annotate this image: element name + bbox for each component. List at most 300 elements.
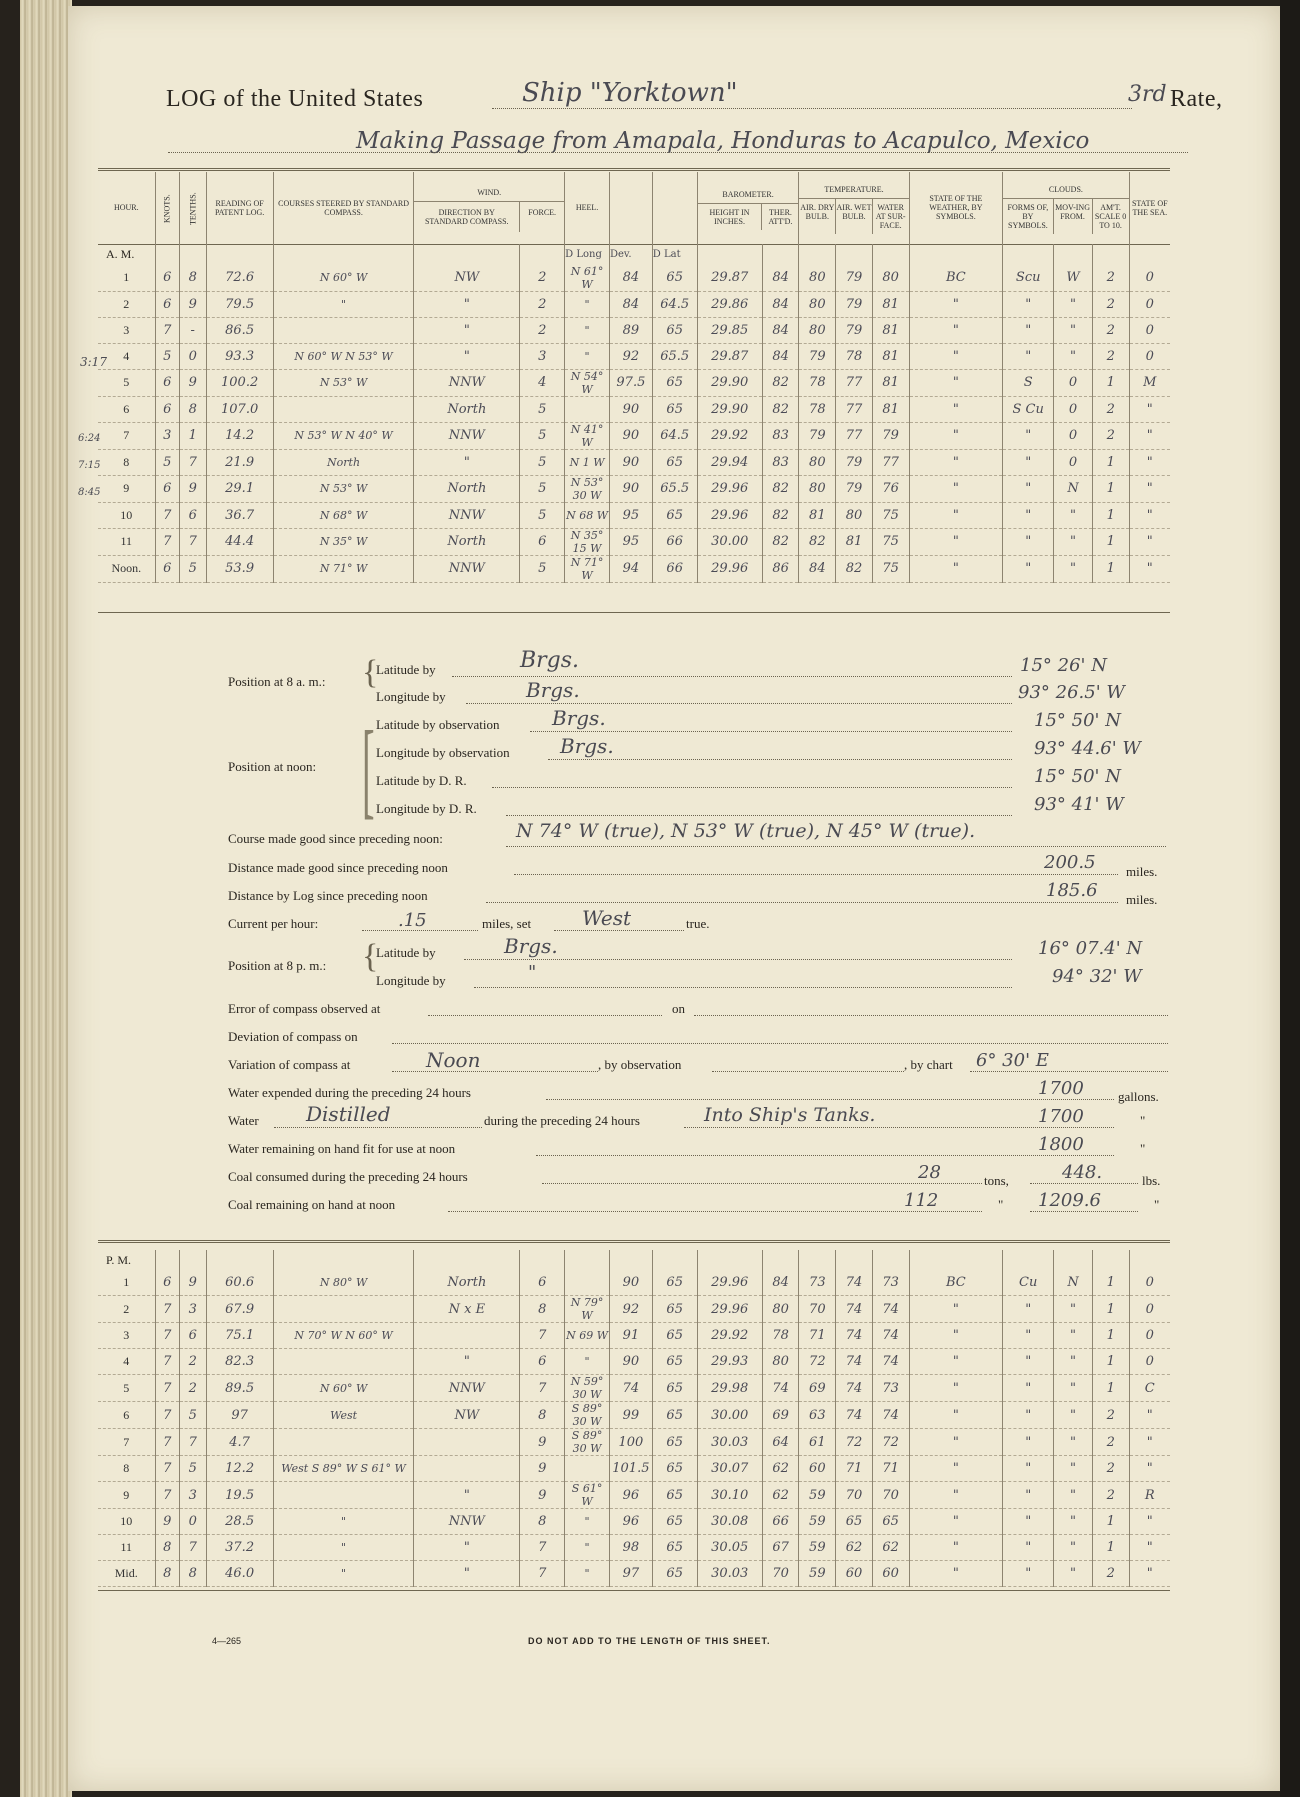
pm-cell-wet: 71 — [836, 1456, 873, 1482]
am-cell-bar: 29.92 — [697, 422, 762, 449]
pm-cell-kn: 8 — [155, 1561, 179, 1587]
hdr-weather: STATE OF THE WEATHER, BY SYMBOLS. — [909, 172, 1003, 244]
am-cell-kn: 6 — [155, 265, 179, 292]
am-cell-heel: N 41° W — [565, 422, 610, 449]
am-cell-amt: 1 — [1092, 449, 1129, 475]
water-distilled: 1700 — [1038, 1106, 1084, 1127]
am-cell-log: 36.7 — [206, 502, 273, 528]
am-cell-weather: " — [909, 475, 1003, 502]
pm-cell-wind: " — [414, 1349, 520, 1375]
dotted-line — [506, 846, 1166, 847]
pm-cell-amt: 2 — [1092, 1456, 1129, 1482]
am-cell-ther: 82 — [762, 528, 799, 555]
water-type: Distilled — [306, 1102, 391, 1126]
am-cell-kn: 5 — [155, 449, 179, 475]
pm-cell-wet: 74 — [836, 1296, 873, 1323]
am-cell-bar: 29.85 — [697, 317, 762, 343]
pm-cell-dry: 59 — [799, 1509, 836, 1535]
am-cell-moving: N — [1054, 475, 1093, 502]
am-cell-forms: " — [1003, 317, 1054, 343]
pm-cell-course — [273, 1429, 414, 1456]
water-remaining-label: Water remaining on hand fit for use at noon — [228, 1141, 456, 1156]
pm-cell-c9: 96 — [609, 1509, 652, 1535]
dist-good-label: Distance made good since preceding noon — [228, 860, 448, 875]
am-cell-dry: 78 — [799, 396, 836, 422]
pm-cell-heel: N 69 W — [565, 1323, 610, 1349]
by-observation-label: , by observation — [598, 1057, 682, 1072]
pm-cell-force: 9 — [520, 1456, 565, 1482]
am-cell-wet: 79 — [836, 475, 873, 502]
pm-cell-heel — [565, 1456, 610, 1482]
pm-cell-c10: 65 — [652, 1402, 697, 1429]
pm-cell-forms: " — [1003, 1349, 1054, 1375]
pm-cell-force: 8 — [520, 1296, 565, 1323]
am-cell-kn: 7 — [155, 502, 179, 528]
pm-cell-te: 2 — [180, 1349, 206, 1375]
pm-cell-sea: " — [1129, 1561, 1170, 1587]
am-cell-forms: " — [1003, 528, 1054, 555]
miles-set-label: miles, set — [482, 916, 532, 931]
am-cell-course: N 53° W N 40° W — [273, 422, 414, 449]
am-cell-te: 1 — [180, 422, 206, 449]
pm-cell-ther: 66 — [762, 1509, 799, 1535]
pm-cell-hour: 11 — [98, 1535, 155, 1561]
pm-cell-moving: " — [1054, 1349, 1093, 1375]
am-cell-kn: 3 — [155, 422, 179, 449]
pm-cell-heel: " — [565, 1535, 610, 1561]
pm-cell-te: 6 — [180, 1323, 206, 1349]
am-cell-moving: 0 — [1054, 449, 1093, 475]
pm-row — [98, 1323, 1170, 1349]
pm-cell-bar: 30.03 — [697, 1561, 762, 1587]
dotted-line — [452, 676, 1012, 677]
hdr-tenths: TENTHS. — [180, 172, 206, 244]
error-compass-label: Error of compass observed at — [228, 1001, 381, 1016]
am-cell-wet: 79 — [836, 317, 873, 343]
am-cell-force: 2 — [520, 317, 565, 343]
am-cell-dry: 80 — [799, 449, 836, 475]
am-cell-te: 5 — [180, 555, 206, 582]
dotted-line — [530, 731, 1012, 732]
am-cell-water: 81 — [872, 369, 909, 396]
pm-cell-amt: 1 — [1092, 1323, 1129, 1349]
am-note-3: D Lat — [652, 244, 697, 265]
water-label: Water — [228, 1113, 259, 1128]
pm-cell-ther: 64 — [762, 1429, 799, 1456]
pos-8am-lat-label: Latitude by — [376, 662, 436, 677]
pm-cell-c9: 98 — [609, 1535, 652, 1561]
am-cell-ther: 83 — [762, 449, 799, 475]
am-cell-dry: 79 — [799, 422, 836, 449]
log-title: LOG of the United States — [166, 86, 424, 112]
pm-cell-force: 9 — [520, 1482, 565, 1509]
pos-8am-lat: 15° 26' N — [1020, 655, 1107, 676]
am-cell-ther: 84 — [762, 291, 799, 317]
am-cell-kn: 6 — [155, 369, 179, 396]
am-row — [98, 291, 1170, 317]
passage-note: Making Passage from Amapala, Honduras to Acapulco, Mexico — [356, 128, 1090, 154]
noon-lon-dr-label: Longitude by D. R. — [376, 801, 477, 816]
pm-cell-hour: 9 — [98, 1482, 155, 1509]
pm-cell-course — [273, 1296, 414, 1323]
pm-cell-c10: 65 — [652, 1349, 697, 1375]
pm-cell-amt: 1 — [1092, 1535, 1129, 1561]
am-cell-kn: 5 — [155, 343, 179, 369]
am-row — [98, 396, 1170, 422]
am-cell-c9: 84 — [609, 265, 652, 292]
am-cell-force: 5 — [520, 422, 565, 449]
dotted-line — [466, 703, 1012, 704]
am-cell-bar: 29.86 — [697, 291, 762, 317]
pm-cell-kn: 8 — [155, 1535, 179, 1561]
pm-cell-kn: 7 — [155, 1323, 179, 1349]
am-cell-te: 8 — [180, 396, 206, 422]
am-cell-c9: 94 — [609, 555, 652, 582]
am-cell-water: 79 — [872, 422, 909, 449]
pm-cell-log: 82.3 — [206, 1349, 273, 1375]
pm-cell-hour: 8 — [98, 1456, 155, 1482]
pm-cell-c9: 92 — [609, 1296, 652, 1323]
pos-8am-lat-method: Brgs. — [520, 648, 580, 673]
am-cell-wet: 79 — [836, 449, 873, 475]
pm-cell-forms: " — [1003, 1375, 1054, 1402]
am-cell-hour: 6 — [98, 396, 155, 422]
am-cell-force: 5 — [520, 449, 565, 475]
pm-row — [98, 1535, 1170, 1561]
pm-cell-log: 75.1 — [206, 1323, 273, 1349]
pm-cell-course: West S 89° W S 61° W — [273, 1456, 414, 1482]
pm-cell-kn: 7 — [155, 1456, 179, 1482]
form-number: 4—265 — [212, 1636, 242, 1646]
dotted-line — [554, 930, 684, 931]
am-cell-c10: 66 — [652, 555, 697, 582]
am-cell-ther: 82 — [762, 396, 799, 422]
am-cell-wind: North — [414, 475, 520, 502]
pm-cell-moving: N — [1054, 1270, 1093, 1296]
pm-cell-wind: North — [414, 1270, 520, 1296]
ditto-mark: " — [1140, 1141, 1146, 1156]
am-cell-weather: " — [909, 555, 1003, 582]
am-row — [98, 265, 1170, 292]
dotted-line — [392, 1043, 1168, 1044]
am-cell-c9: 92 — [609, 343, 652, 369]
dotted-line — [684, 1127, 1114, 1128]
am-cell-force: 5 — [520, 475, 565, 502]
am-cell-bar: 30.00 — [697, 528, 762, 555]
pm-cell-sea: " — [1129, 1402, 1170, 1429]
noon-lon-obs-label: Longitude by observation — [376, 745, 510, 760]
am-cell-wind: NNW — [414, 555, 520, 582]
am-row — [98, 449, 1170, 475]
margin-time: 7:15 — [78, 460, 101, 471]
am-cell-wind: " — [414, 291, 520, 317]
pm-cell-c9: 97 — [609, 1561, 652, 1587]
coal-remaining-lbs: 1209.6 — [1038, 1190, 1101, 1211]
pm-cell-dry: 59 — [799, 1535, 836, 1561]
am-cell-heel: N 68 W — [565, 502, 610, 528]
pm-cell-wind: " — [414, 1561, 520, 1587]
pm-cell-amt: 2 — [1092, 1561, 1129, 1587]
pm-cell-te: 8 — [180, 1561, 206, 1587]
pm-cell-force: 7 — [520, 1535, 565, 1561]
am-cell-log: 93.3 — [206, 343, 273, 369]
am-cell-bar: 29.87 — [697, 343, 762, 369]
pm-cell-water: 72 — [872, 1429, 909, 1456]
pm-cell-hour: 6 — [98, 1402, 155, 1429]
margin-time: 8:45 — [78, 487, 101, 498]
lbs-label: lbs. — [1142, 1173, 1161, 1188]
am-cell-wet: 78 — [836, 343, 873, 369]
pm-cell-te: 7 — [180, 1535, 206, 1561]
pm-cell-ther: 62 — [762, 1482, 799, 1509]
am-cell-moving: 0 — [1054, 369, 1093, 396]
pm-cell-log: 89.5 — [206, 1375, 273, 1402]
pm-cell-kn: 6 — [155, 1270, 179, 1296]
dotted-line — [506, 815, 1012, 816]
noon-lat-dr-label: Latitude by D. R. — [376, 773, 467, 788]
hdr-courses: COURSES STEERED BY STANDARD COMPASS. — [273, 172, 414, 244]
pm-cell-log: 60.6 — [206, 1270, 273, 1296]
pm-cell-force: 7 — [520, 1561, 565, 1587]
pm-cell-c9: 99 — [609, 1402, 652, 1429]
pm-cell-sea: " — [1129, 1456, 1170, 1482]
dotted-line — [970, 1071, 1168, 1072]
pm-cell-ther: 74 — [762, 1375, 799, 1402]
book-page-edges — [20, 0, 72, 1797]
am-row — [98, 317, 1170, 343]
pm-cell-c9: 91 — [609, 1323, 652, 1349]
pm-cell-wind: " — [414, 1535, 520, 1561]
dotted-line — [274, 1127, 482, 1128]
pm-cell-hour: 10 — [98, 1509, 155, 1535]
pm-cell-c10: 65 — [652, 1509, 697, 1535]
pm-cell-hour: 4 — [98, 1349, 155, 1375]
am-cell-forms: " — [1003, 422, 1054, 449]
am-cell-sea: M — [1129, 369, 1170, 396]
am-cell-course — [273, 396, 414, 422]
am-cell-moving: 0 — [1054, 396, 1093, 422]
am-cell-ther: 83 — [762, 422, 799, 449]
pm-cell-water: 74 — [872, 1323, 909, 1349]
am-cell-log: 53.9 — [206, 555, 273, 582]
am-cell-weather: " — [909, 317, 1003, 343]
pm-cell-wet: 74 — [836, 1349, 873, 1375]
am-cell-te: 9 — [180, 475, 206, 502]
am-cell-sea: " — [1129, 396, 1170, 422]
am-cell-wet: 80 — [836, 502, 873, 528]
am-cell-weather: " — [909, 449, 1003, 475]
pm-cell-kn: 9 — [155, 1509, 179, 1535]
pm-cell-sea: 0 — [1129, 1296, 1170, 1323]
pm-cell-weather: " — [909, 1349, 1003, 1375]
pm-cell-kn: 7 — [155, 1482, 179, 1509]
am-cell-c10: 65 — [652, 369, 697, 396]
am-cell-amt: 1 — [1092, 369, 1129, 396]
pm-cell-heel — [565, 1270, 610, 1296]
am-cell-ther: 82 — [762, 369, 799, 396]
pm-cell-c10: 65 — [652, 1482, 697, 1509]
pm-cell-c9: 90 — [609, 1270, 652, 1296]
pos-8am-lon-label: Longitude by — [376, 689, 446, 704]
am-cell-course: N 60° W — [273, 265, 414, 292]
am-cell-c9: 90 — [609, 422, 652, 449]
pm-cell-bar: 30.03 — [697, 1429, 762, 1456]
pm-cell-dry: 60 — [799, 1456, 836, 1482]
pm-section-row — [98, 1250, 1170, 1270]
am-cell-moving: " — [1054, 343, 1093, 369]
water-expended-label: Water expended during the preceding 24 hours — [228, 1085, 471, 1100]
am-cell-wet: 77 — [836, 422, 873, 449]
am-cell-sea: " — [1129, 528, 1170, 555]
pm-cell-course: N 60° W — [273, 1375, 414, 1402]
am-cell-heel: N 53° 30 W — [565, 475, 610, 502]
coal-remaining-tons: 112 — [904, 1190, 939, 1211]
hdr-air-wet: AIR. WET BULB. — [835, 199, 872, 234]
pm-cell-wet: 70 — [836, 1482, 873, 1509]
pm-cell-water: 70 — [872, 1482, 909, 1509]
pm-cell-weather: " — [909, 1482, 1003, 1509]
pm-cell-heel: S 89° 30 W — [565, 1429, 610, 1456]
pm-cell-log: 12.2 — [206, 1456, 273, 1482]
coal-remaining-label: Coal remaining on hand at noon — [228, 1197, 396, 1212]
pm-cell-forms: " — [1003, 1482, 1054, 1509]
pm-cell-hour: Mid. — [98, 1561, 155, 1587]
pm-cell-te: 2 — [180, 1375, 206, 1402]
pm-cell-heel: N 79° W — [565, 1296, 610, 1323]
true-label: true. — [686, 916, 710, 931]
title-underline — [492, 108, 1132, 109]
pm-cell-bar: 29.93 — [697, 1349, 762, 1375]
pm-row — [98, 1349, 1170, 1375]
pm-cell-wet: 60 — [836, 1561, 873, 1587]
variation-chart: 6° 30' E — [976, 1050, 1049, 1071]
am-cell-force: 3 — [520, 343, 565, 369]
pm-cell-water: 71 — [872, 1456, 909, 1482]
am-cell-water: 75 — [872, 528, 909, 555]
am-cell-wind: NNW — [414, 422, 520, 449]
brace-icon: { — [362, 938, 379, 975]
pm-table-top-rule — [98, 1240, 1170, 1243]
pm-cell-hour: 7 — [98, 1429, 155, 1456]
am-cell-heel — [565, 396, 610, 422]
am-cell-force: 6 — [520, 528, 565, 555]
pm-cell-wet: 74 — [836, 1402, 873, 1429]
pm-cell-amt: 2 — [1092, 1402, 1129, 1429]
dotted-line — [428, 1015, 662, 1016]
am-cell-hour: 7 — [98, 422, 155, 449]
noon-lat-method: Brgs. — [552, 706, 606, 730]
hdr-barometer — [697, 172, 799, 244]
am-cell-kn: 6 — [155, 555, 179, 582]
variation-at: Noon — [426, 1048, 481, 1072]
pm-cell-log: 19.5 — [206, 1482, 273, 1509]
hdr-water-temp: WATER AT SUR-FACE. — [872, 199, 909, 234]
noon-lon-obs: 93° 44.6' W — [1034, 738, 1141, 759]
tons-label: tons, — [984, 1173, 1009, 1188]
am-cell-dry: 80 — [799, 291, 836, 317]
background-strip — [1280, 0, 1300, 1797]
am-cell-heel: N 71° W — [565, 555, 610, 582]
am-cell-te: 7 — [180, 528, 206, 555]
by-chart-label: , by chart — [904, 1057, 953, 1072]
pm-cell-moving: " — [1054, 1296, 1093, 1323]
am-cell-sea: " — [1129, 502, 1170, 528]
hdr-wind-direction: DIRECTION BY STANDARD COMPASS. — [424, 207, 509, 226]
am-cell-ther: 84 — [762, 343, 799, 369]
am-row — [98, 502, 1170, 528]
am-cell-water: 75 — [872, 502, 909, 528]
pos-8pm-lon-method: " — [528, 962, 537, 983]
coal-consumed-tons: 28 — [918, 1162, 941, 1183]
am-cell-log: 72.6 — [206, 265, 273, 292]
am-cell-log: 21.9 — [206, 449, 273, 475]
pm-cell-bar: 30.10 — [697, 1482, 762, 1509]
am-cell-water: 81 — [872, 396, 909, 422]
hdr-wind — [414, 172, 565, 244]
course-made-good-label: Course made good since preceding noon: — [228, 831, 443, 846]
hdr-cloud-amount: AM'T. SCALE 0 TO 10. — [1092, 199, 1129, 234]
am-cell-ther: 82 — [762, 475, 799, 502]
am-cell-course: N 60° W N 53° W — [273, 343, 414, 369]
am-cell-te: 6 — [180, 502, 206, 528]
hdr-clouds — [1003, 172, 1129, 244]
am-cell-sea: " — [1129, 555, 1170, 582]
pos-8am-label: Position at 8 a. m.: — [228, 674, 326, 689]
pm-cell-bar: 29.92 — [697, 1323, 762, 1349]
am-cell-sea: " — [1129, 475, 1170, 502]
dotted-line — [474, 987, 1012, 988]
pm-cell-weather: " — [909, 1375, 1003, 1402]
am-cell-wind: " — [414, 317, 520, 343]
coal-consumed-label: Coal consumed during the preceding 24 hours — [228, 1169, 468, 1184]
am-cell-forms: " — [1003, 502, 1054, 528]
am-cell-kn: 6 — [155, 475, 179, 502]
pm-cell-te: 3 — [180, 1296, 206, 1323]
dotted-line — [548, 759, 1012, 760]
am-cell-log: 29.1 — [206, 475, 273, 502]
pm-row — [98, 1375, 1170, 1402]
pm-cell-moving: " — [1054, 1429, 1093, 1456]
am-row — [98, 422, 1170, 449]
pm-cell-heel: " — [565, 1509, 610, 1535]
pm-cell-kn: 7 — [155, 1402, 179, 1429]
am-cell-force: 5 — [520, 555, 565, 582]
am-cell-wind: " — [414, 449, 520, 475]
pm-cell-forms: " — [1003, 1429, 1054, 1456]
am-cell-log: 107.0 — [206, 396, 273, 422]
am-cell-moving: " — [1054, 502, 1093, 528]
am-cell-log: 79.5 — [206, 291, 273, 317]
am-cell-c10: 65.5 — [652, 475, 697, 502]
hdr-heel: HEEL. — [565, 172, 610, 244]
pos-8am-lon-method: Brgs. — [526, 678, 580, 702]
am-cell-kn: 7 — [155, 528, 179, 555]
am-cell-ther: 84 — [762, 265, 799, 292]
course-made-good: N 74° W (true), N 53° W (true), N 45° W (true). — [516, 820, 976, 842]
pm-cell-c10: 65 — [652, 1375, 697, 1402]
am-cell-course: North — [273, 449, 414, 475]
am-cell-sea: " — [1129, 449, 1170, 475]
pm-cell-bar: 29.96 — [697, 1270, 762, 1296]
pm-cell-water: 74 — [872, 1402, 909, 1429]
am-cell-course: N 71° W — [273, 555, 414, 582]
pm-cell-water: 73 — [872, 1270, 909, 1296]
hdr-blank-1 — [609, 172, 652, 244]
pm-cell-sea: 0 — [1129, 1323, 1170, 1349]
am-cell-sea: 0 — [1129, 317, 1170, 343]
pm-cell-water: 62 — [872, 1535, 909, 1561]
am-cell-sea: " — [1129, 422, 1170, 449]
